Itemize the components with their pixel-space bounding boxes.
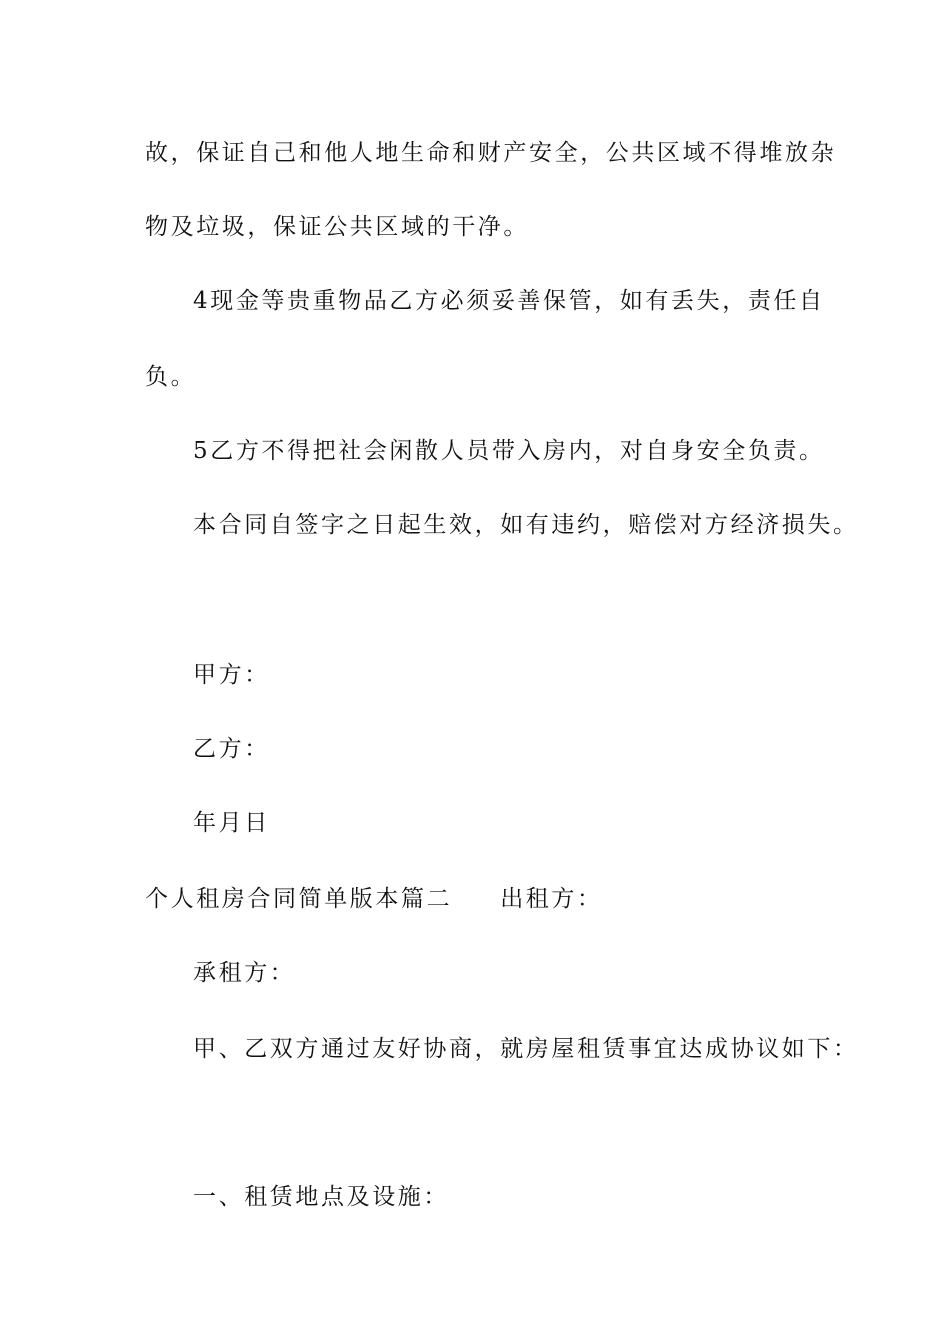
paragraph-line: 故，保证自己和他人地生命和财产安全，公共区域不得堆放杂: [145, 140, 837, 166]
signature-party-b: 乙方：: [193, 736, 270, 762]
section-heading: 一、租赁地点及设施：: [193, 1184, 449, 1210]
paragraph-effective-clause: 本合同自签字之日起生效，如有违约，赔偿对方经济损失。: [193, 512, 859, 538]
agreement-intro: 甲、乙双方通过友好协商，就房屋租赁事宜达成协议如下：: [193, 1036, 859, 1062]
paragraph-clause-5: 5乙方不得把社会闲散人员带入房内，对自身安全负责。: [193, 438, 825, 464]
signature-party-a: 甲方：: [193, 662, 270, 688]
paragraph-line: 物及垃圾，保证公共区域的干净。: [145, 214, 529, 240]
lessor-label: 出租方：: [500, 886, 603, 912]
signature-date: 年月日: [193, 810, 270, 836]
paragraph-line: 负。: [145, 364, 197, 390]
paragraph-clause-4: 4现金等贵重物品乙方必须妥善保管，如有丢失，责任自: [193, 288, 825, 314]
lessee-label: 承租方：: [193, 960, 296, 986]
section-title: 个人租房合同简单版本篇二: [145, 886, 453, 912]
section-two-title-line: [145, 884, 603, 914]
